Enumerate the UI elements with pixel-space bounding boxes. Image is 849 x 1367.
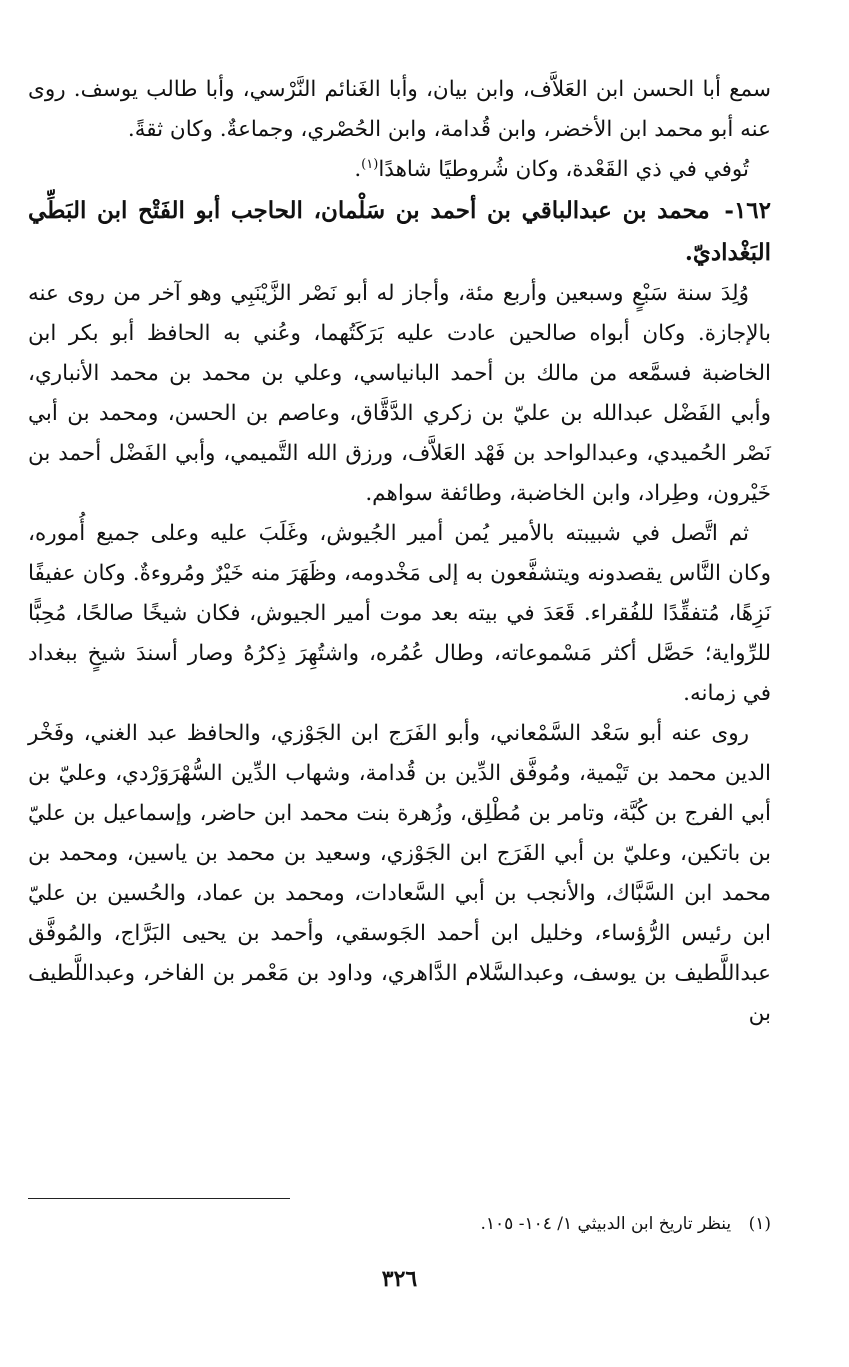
book-page [28, 70, 771, 1367]
entry-162-paragraph-1: وُلِدَ سنة سَبْعٍ وسبعين وأربع مئة، وأجاز له أبو نَصْر الزَّيْنَبِي وهو آخر من روى عنه بالإجازة. وكان أبواه صالحين عادت عليه بَرَكَتُهما، وعُني به الحافظ أبو بكر ابن الخاضبة فسمَّعه من مالك بن أحمد البانياسي، وعلي بن محمد بن محمد الأنباري، وأبي الفَضْل عبدالله بن عليّ بن زكري الدَّقَّاق، وعاصم بن الحسن، ومحمد بن أبي نَصْر الحُميدي، وعبدالواحد بن فَهْد العَلاَّف، ورزق الله التَّميمي، وأبي الفَضْل أحمد بن خَيْرون، وطِراد، وابن الخاضبة، وطائفة سواهم. [28, 281, 771, 506]
entry-162-paragraph-2: ثم اتَّصل في شبيبته بالأمير يُمن أمير الجُيوش، وغَلَبَ عليه وعلى جميع أُموره، وكان النَّاس يقصدونه ويتشفَّعون به إلى مَخْدومه، وظَهَرَ منه خَيْرٌ ومُروءةٌ. وكان عفيفًا نَزِهًا، مُتفقِّدًا للفُقراء. قَعَدَ في بيته بعد موت أمير الجيوش، فكان شيخًا صالحًا، مُحِبًّا للرِّواية؛ حَصَّل أكثر مَسْموعاته، وطال عُمُره، واشتُهِرَ ذِكرُهُ وصار أسندَ شيخٍ ببغداد في زمانه. [28, 521, 771, 706]
entry-number: ١٦٢- [724, 197, 771, 224]
entry-162-paragraph-3: روى عنه أبو سَعْد السَّمْعاني، وأبو الفَرَج ابن الجَوْزي، والحافظ عبد الغني، وفَخْر الدين محمد بن تَيْمية، ومُوفَّق الدِّين بن قُدامة، وشهاب الدِّين السُّهْرَوَرْدي، وعليّ بن أبي الفرج بن كُبَّة، وتامر بن مُطْلِق، وزُهرة بنت محمد ابن حاضر، وإسماعيل بن عليّ بن باتكين، وعليّ بن أبي الفَرَج ابن الجَوْزي، وسعيد بن محمد بن ياسين، ومحمد بن محمد ابن السَّبَّاك، والأنجب بن أبي السَّعادات، ومحمد بن عماد، والحُسين بن عليّ ابن رئيس الرُّؤساء، وخليل ابن أحمد الجَوسقي، وأحمد بن يحيى البَرَّاج، والمُوفَّق عبداللَّطيف بن يوسف، وعبدالسَّلام الدَّاهري، وداود بن مَعْمر بن الفاخر، وعبداللَّطيف بن [28, 721, 771, 1026]
footnote [28, 1210, 771, 1238]
entry-name: محمد بن عبدالباقي بن أحمد بن سَلْمان، الحاجب أبو الفَتْح ابن البَطِّي البَغْداديّ. [28, 197, 771, 266]
main-text [28, 70, 771, 1034]
footnote-reference[interactable]: (١) [361, 156, 379, 172]
footnote-text: ينظر تاريخ ابن الدبيثي ١/ ١٠٤- ١٠٥. [480, 1214, 732, 1234]
footnote-divider [28, 1198, 290, 1199]
entry-162-heading [28, 190, 771, 274]
footnote-mark: (١) [748, 1214, 771, 1234]
entry-161-paragraph-1: سمع أبا الحسن ابن العَلاَّف، وابن بيان، وأبا الغَنائم النَّرْسي، وأبا طالب يوسف. روى عنه أبو محمد ابن الأخضر، وابن قُدامة، وابن الحُصْري، وجماعةٌ. وكان ثقةً. [28, 77, 771, 142]
page-number: ٣٢٦ [381, 1266, 418, 1292]
entry-161-death-text: تُوفي في ذي القَعْدة، وكان شُروطيًا شاهدًا [378, 157, 749, 182]
entry-161-paragraph-2: تُوفي في ذي القَعْدة، وكان شُروطيًا شاهدًا$^{(١)}$. [354, 156, 749, 182]
